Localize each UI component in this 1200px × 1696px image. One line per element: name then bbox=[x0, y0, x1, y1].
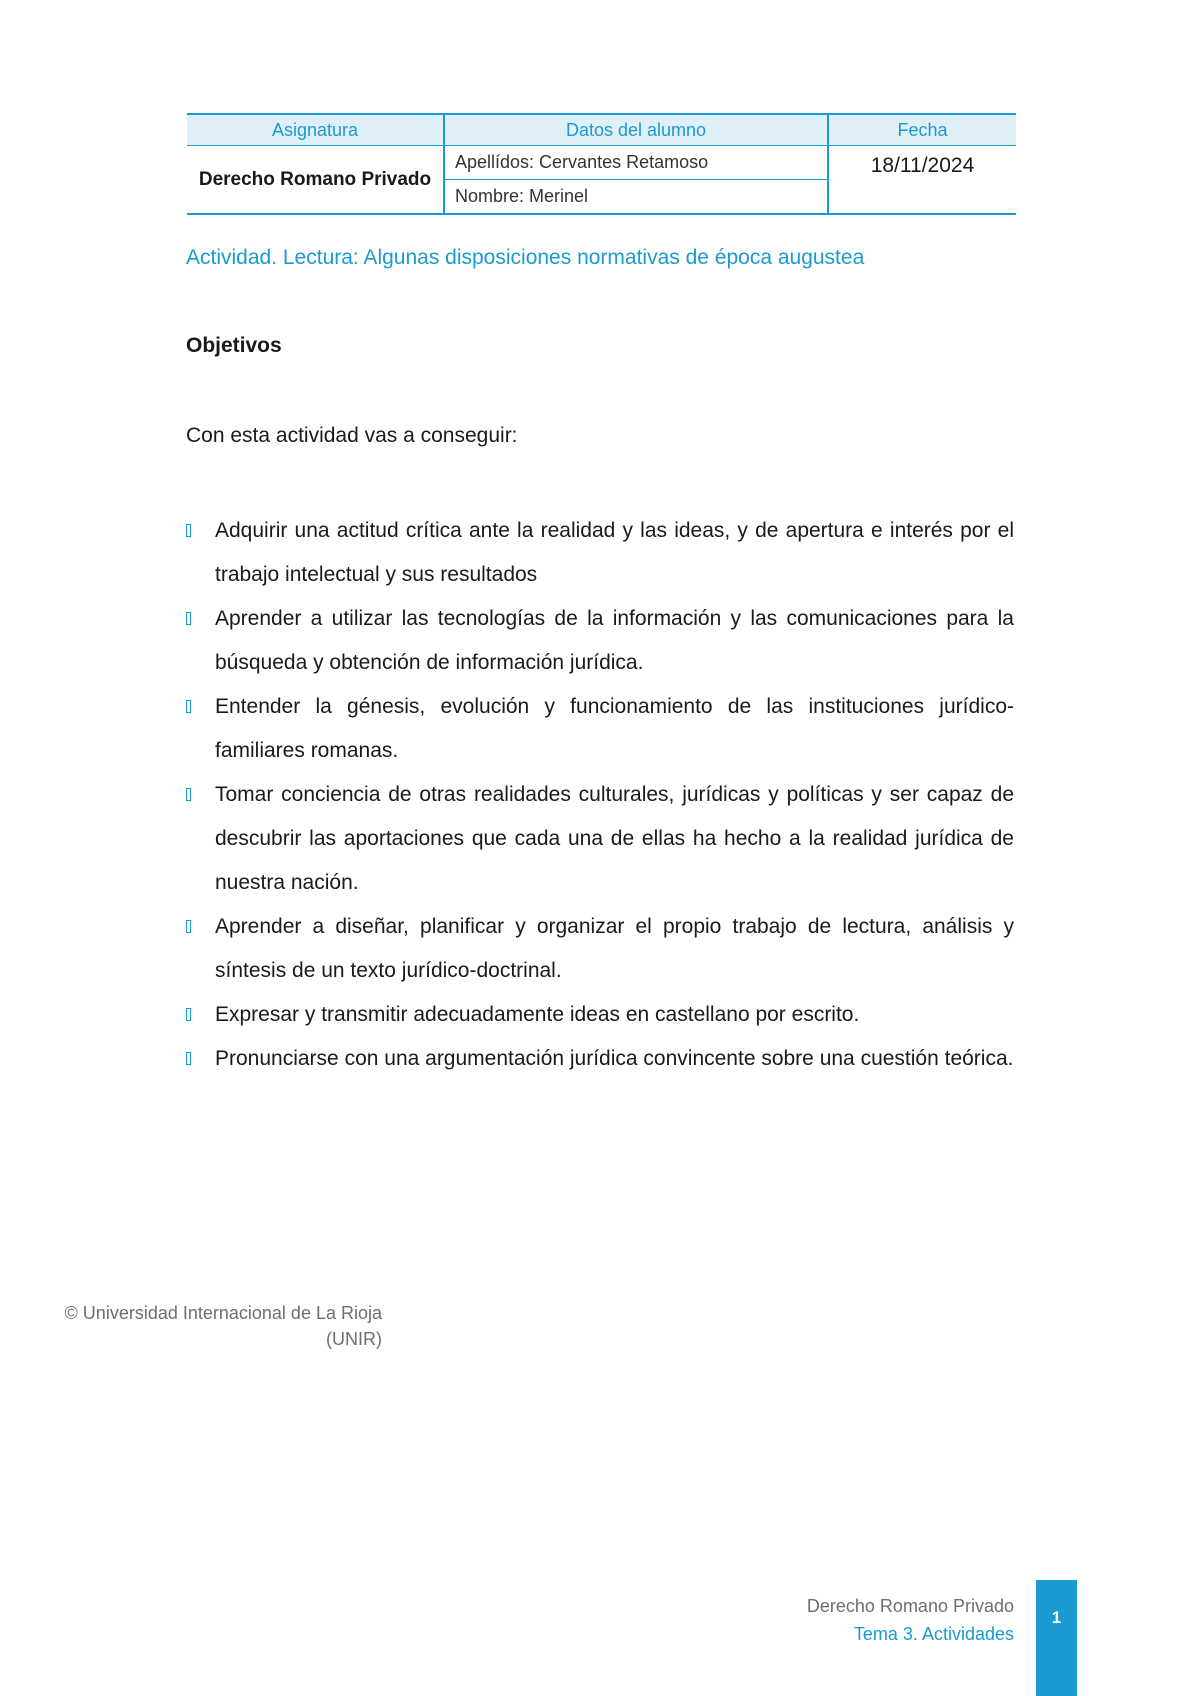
footer-subject: Derecho Romano Privado bbox=[806, 1596, 1014, 1616]
subject-cell: Derecho Romano Privado bbox=[187, 146, 444, 215]
objectives-heading: Objetivos bbox=[186, 334, 282, 357]
bullet-icon bbox=[186, 1008, 191, 1021]
list-item bbox=[186, 1037, 1014, 1081]
copyright-line: © Universidad Internacional de La Rioja bbox=[64, 1303, 382, 1323]
surname-cell: Apellídos: Cervantes Retamoso bbox=[444, 146, 828, 180]
name-cell: Nombre: Merinel bbox=[444, 180, 828, 215]
list-item-text: Tomar conciencia de otras realidades culturales, jurídicas y políticas y ser capaz de descubrir las aportaciones que cada una de ellas ha hecho a la realidad jurídica de nuestra nación. bbox=[215, 783, 1014, 894]
list-item-text: Adquirir una actitud crítica ante la realidad y las ideas, y de apertura e interés por el trabajo intelectual y sus resultados bbox=[215, 519, 1014, 586]
bullet-icon bbox=[186, 920, 191, 933]
list-item bbox=[186, 905, 1014, 993]
page-number: 1 bbox=[1036, 1580, 1077, 1696]
list-item-text: Aprender a utilizar las tecnologías de la información y las comunicaciones para la búsqueda y obtención de información jurídica. bbox=[215, 607, 1014, 674]
date-cell: 18/11/2024 bbox=[828, 146, 1016, 215]
bullet-icon bbox=[186, 524, 191, 537]
copyright-notice bbox=[36, 1300, 382, 1352]
bullet-icon bbox=[186, 700, 191, 713]
header-table bbox=[187, 113, 1016, 215]
list-item-text: Expresar y transmitir adecuadamente ideas en castellano por escrito. bbox=[215, 1003, 860, 1026]
column-header-date: Fecha bbox=[828, 114, 1016, 146]
list-item bbox=[186, 993, 1014, 1037]
activity-title: Actividad. Lectura: Algunas disposiciones normativas de época augustea bbox=[186, 246, 865, 269]
column-header-student: Datos del alumno bbox=[444, 114, 828, 146]
list-item bbox=[186, 773, 1014, 905]
list-item bbox=[186, 597, 1014, 685]
column-header-subject: Asignatura bbox=[187, 114, 444, 146]
footer-topic: Tema 3. Actividades bbox=[853, 1624, 1014, 1644]
list-item-text: Pronunciarse con una argumentación jurídica convincente sobre una cuestión teórica. bbox=[215, 1047, 1014, 1070]
copyright-line: (UNIR) bbox=[326, 1329, 382, 1349]
list-item bbox=[186, 509, 1014, 597]
bullet-icon bbox=[186, 1052, 191, 1065]
list-item-text: Entender la génesis, evolución y funcionamiento de las instituciones jurídico-familiares romanas. bbox=[215, 695, 1014, 762]
list-item-text: Aprender a diseñar, planificar y organizar el propio trabajo de lectura, análisis y síntesis de un texto jurídico-doctrinal. bbox=[215, 915, 1014, 982]
bullet-icon bbox=[186, 788, 191, 801]
bullet-icon bbox=[186, 612, 191, 625]
objectives-list bbox=[186, 509, 1014, 1081]
objectives-intro: Con esta actividad vas a conseguir: bbox=[186, 424, 518, 447]
list-item bbox=[186, 685, 1014, 773]
